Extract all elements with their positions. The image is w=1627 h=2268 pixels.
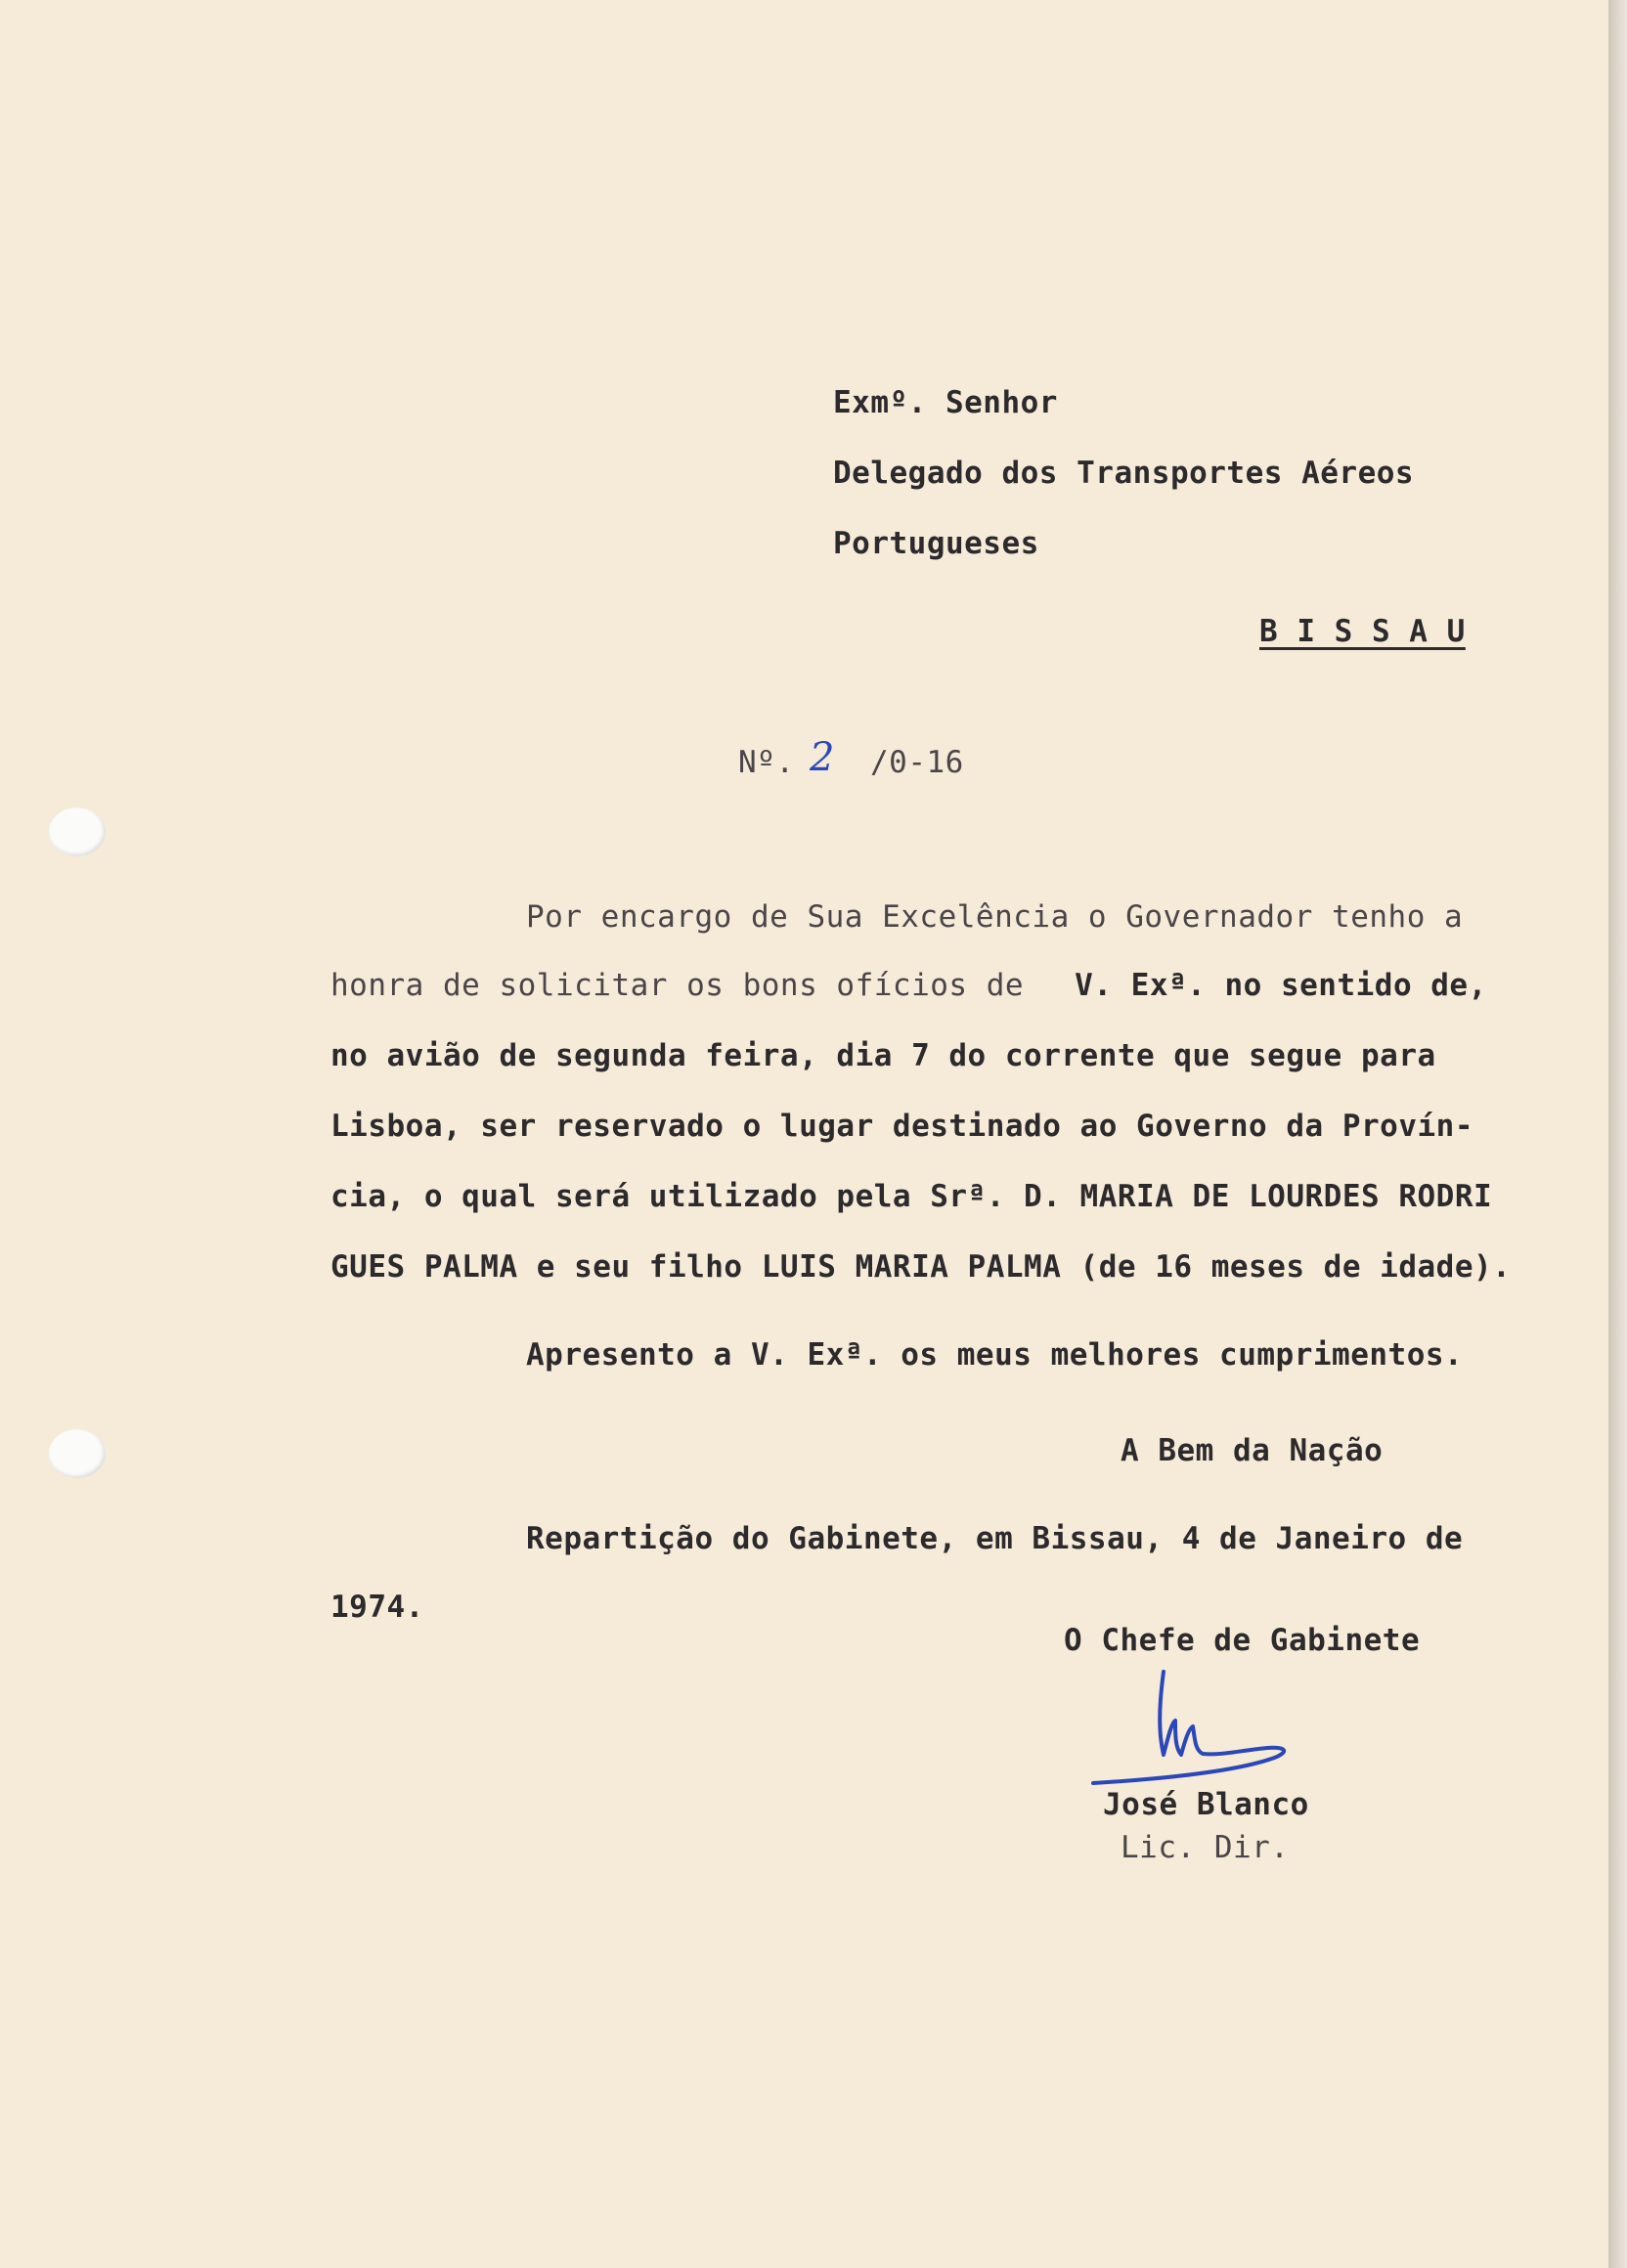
recipient-city: B I S S A U [1259,614,1466,649]
reference-number: 2 [810,735,835,780]
body-line-3: no avião de segunda feira, dia 7 do corrente que segue para [330,1038,1436,1073]
place-date-line-2: 1974. [330,1590,424,1625]
page-edge-shadow [1608,0,1627,2268]
reference-prefix: Nº. [738,745,795,780]
motto: A Bem da Nação [1121,1433,1384,1468]
punch-hole-bottom [49,1429,106,1478]
reference-suffix: /0-16 [870,745,964,780]
recipient-line1: Delegado dos Transportes Aéreos [833,456,1415,491]
signatory-degree: Lic. Dir. [1121,1830,1290,1865]
body-line-4: Lisboa, ser reservado o lugar destinado ao Governo da Provín- [330,1109,1473,1144]
body-line-6: GUES PALMA e seu filho LUIS MARIA PALMA (de 16 meses de idade). [330,1249,1512,1285]
body-line-2a: honra de solicitar os bons ofícios de [330,968,1025,1003]
body-line-5: cia, o qual será utilizado pela Srª. D. MARIA DE LOURDES RODRI [330,1179,1493,1214]
signatory-title: O Chefe de Gabinete [1064,1623,1421,1658]
body-line-1: Por encargo de Sua Excelência o Governador tenho a [526,899,1464,935]
recipient-salutation: Exmº. Senhor [833,385,1058,420]
body-line-2b: V. Exª. no sentido de, [1056,968,1487,1003]
place-date-line-1: Repartição do Gabinete, em Bissau, 4 de Janeiro de [526,1521,1464,1556]
signatory-name: José Blanco [1103,1787,1309,1822]
punch-hole-top [49,807,106,856]
closing-line: Apresento a V. Exª. os meus melhores cumprimentos. [526,1337,1464,1373]
recipient-line2: Portugueses [833,526,1039,561]
